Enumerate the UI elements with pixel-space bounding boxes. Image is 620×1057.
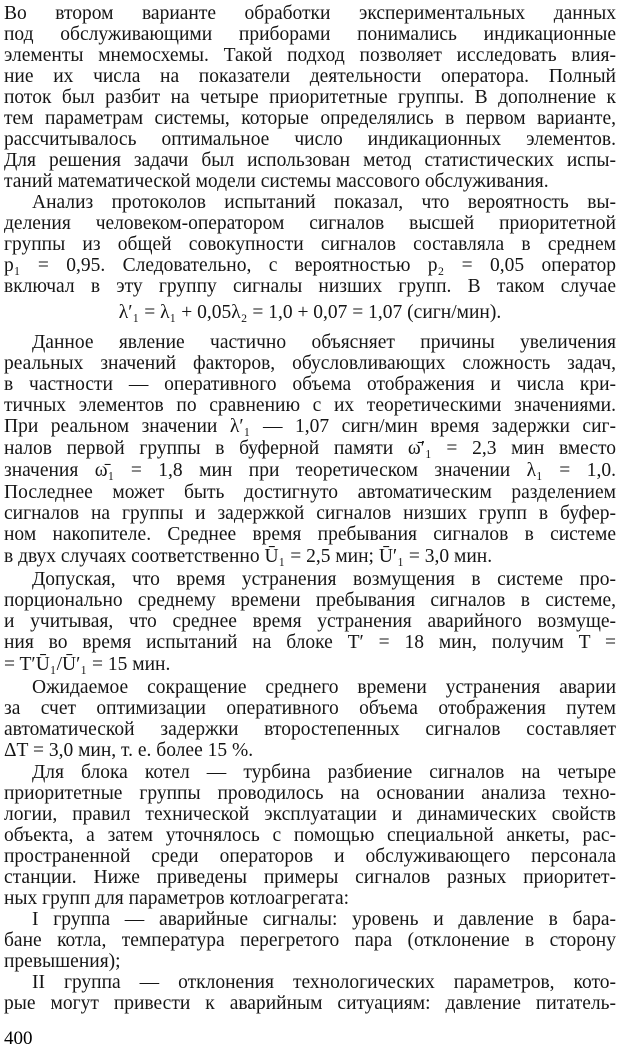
text-line: Последнее может быть достигнуто автоматическим разделением: [4, 482, 616, 503]
text-line: ном накопителе. Среднее время пребывания сигналов в системе: [4, 524, 616, 545]
text-line: автоматической задержки второстепенных сигналов составляет: [4, 719, 616, 740]
text-line: бане котла, температура перегретого пара (отклонение в сторону: [4, 930, 616, 951]
text-line: ных групп для параметров котлоагрегата:: [4, 888, 350, 909]
text-line: в двух случаях соответственно Ū₁ = 2,5 мин; Ū′₁ = 3,0 мин.: [4, 546, 493, 567]
text-line: и учитывая, что среднее время устранения аварийного возмуще-: [4, 611, 616, 632]
text-line: Данное явление частично объясняет причины увеличения: [32, 332, 616, 353]
text-line: Анализ протоколов испытаний показал, что вероятность вы-: [32, 192, 616, 213]
text-line: Для решения задачи был использован метод статистических испы-: [4, 150, 616, 171]
text-line: включал в эту группу сигналы низших групп. В таком случае: [4, 276, 616, 297]
text-line: поток был разбит на четыре приоритетные группы. В дополнение к: [4, 87, 616, 108]
text-line: ния во время испытаний на блоке T′ = 18 мин, получим T =: [4, 632, 616, 653]
text-line: деления человеком-оператором сигналов высшей приоритетной: [4, 213, 616, 234]
formula-line: λ′₁ = λ₁ + 0,05λ₂ = 1,0 + 0,07 = 1,07 (сигн/мин).: [118, 302, 502, 323]
text-line: таний математической модели системы массового обслуживания.: [4, 171, 549, 192]
text-line: Во втором варианте обработки экспериментальных данных: [4, 3, 616, 24]
text-line: Ожидаемое сокращение среднего времени устранения аварии: [32, 677, 616, 698]
text-line: превышения);: [4, 951, 121, 972]
text-line: При реальном значении λ′₁ — 1,07 сигн/мин время задержки сиг-: [4, 416, 616, 437]
text-line: в частности — оперативного объема отображения и числа кри-: [4, 374, 616, 395]
text-line: I группа — аварийные сигналы: уровень и давление в бара-: [32, 909, 616, 930]
text-line: под обслуживающими приборами понимались индикационные: [4, 24, 616, 45]
book-page: [4, 0, 616, 1057]
text-line: станции. Ниже приведены примеры сигналов разных приоритет-: [4, 867, 616, 888]
text-line: пространенной среди операторов и обслуживающего персонала: [4, 846, 616, 867]
text-line: ΔT = 3,0 мин, т. е. более 15 %.: [4, 740, 254, 761]
text-line: = T′Ū₁/Ū′₁ = 15 мин.: [4, 654, 171, 675]
text-line: p₁ = 0,95. Следовательно, с вероятностью p₂ = 0,05 оператор: [4, 255, 616, 276]
text-line: налов первой группы в буферной памяти ω̄′₁ = 2,3 мин вместо: [4, 438, 616, 459]
text-line: приоритетные группы проводилось на основании анализа техно-: [4, 783, 616, 804]
text-line: ние их числа на показатели деятельности оператора. Полный: [4, 66, 616, 87]
text-line: порционально среднему времени пребывания сигналов в системе,: [4, 590, 616, 611]
text-line: Допуская, что время устранения возмущения в системе про-: [32, 569, 616, 590]
text-line: рые могут привести к аварийным ситуациям: давление питатель-: [4, 993, 616, 1014]
text-line: группы из общей совокупности сигналов составляла в среднем: [4, 234, 616, 255]
text-line: логии, правил технической эксплуатации и динамических свойств: [4, 804, 616, 825]
text-line: элементы мнемосхемы. Такой подход позволяет исследовать влия-: [4, 45, 616, 66]
text-line: тичных элементов по сравнению с их теоретическими значениями.: [4, 395, 616, 416]
text-line: объекта, а затем уточнялось с помощью специальной анкеты, рас-: [4, 825, 616, 846]
text-line: значения ω̄₁ = 1,8 мин при теоретическом значении λ₁ = 1,0.: [4, 460, 616, 481]
text-line: тем параметрам системы, которые определялись в первом варианте,: [4, 108, 616, 129]
text-line: Для блока котел — турбина разбиение сигналов на четыре: [32, 762, 616, 783]
text-line: сигналов на группы и задержкой сигналов низших групп в буфер-: [4, 503, 616, 524]
page-number: 400: [4, 1028, 33, 1049]
text-line: реальных значений факторов, обусловливающих сложность задач,: [4, 353, 616, 374]
text-line: II группа — отклонения технологических параметров, кото-: [32, 972, 616, 993]
text-line: за счет оптимизации оперативного объема отображения путем: [4, 698, 616, 719]
text-line: рассчитывалось оптимальное число индикационных элементов.: [4, 129, 616, 150]
